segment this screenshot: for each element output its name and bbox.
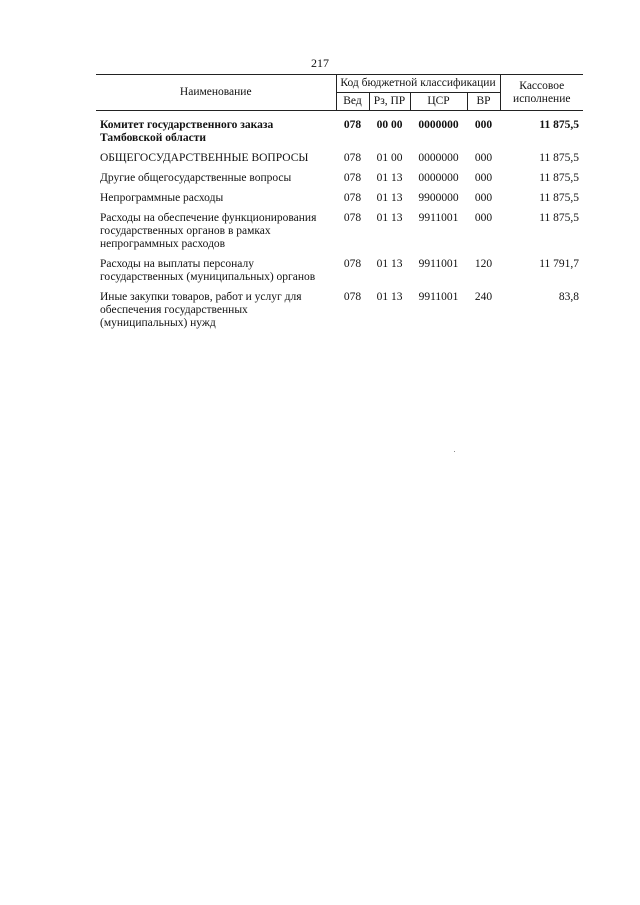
row-csr: 0000000 — [418, 172, 459, 184]
table-row — [96, 152, 583, 172]
row-name: ОБЩЕГОСУДАРСТВЕННЫЕ ВОПРОСЫ — [100, 152, 309, 164]
row-amount: 11 875,5 — [539, 212, 580, 224]
table-body — [96, 111, 583, 338]
row-amount: 11 875,5 — [539, 119, 580, 131]
row-amount: 11 875,5 — [539, 192, 580, 204]
row-name: Комитет государственного заказа Тамбовской области — [100, 119, 274, 144]
row-ved: 078 — [343, 119, 362, 131]
header-execution: Кассовое исполнение — [500, 75, 583, 111]
row-csr: 0000000 — [418, 119, 459, 131]
table-row — [96, 212, 583, 258]
row-csr: 9911001 — [418, 212, 459, 224]
row-ved: 078 — [343, 212, 362, 224]
row-vr: 120 — [474, 258, 493, 270]
table-row — [96, 258, 583, 291]
row-amount: 11 791,7 — [539, 258, 580, 270]
row-rzpr: 01 13 — [376, 172, 403, 184]
row-ved: 078 — [343, 258, 362, 270]
header-csr: ЦСР — [410, 93, 467, 111]
budget-table — [96, 74, 583, 337]
row-amount: 83,8 — [558, 291, 580, 303]
row-amount: 11 875,5 — [539, 152, 580, 164]
row-csr: 9911001 — [418, 291, 459, 303]
row-vr: 000 — [474, 172, 493, 184]
row-rzpr: 01 13 — [376, 291, 403, 303]
header-rzpr: Рз, ПР — [369, 93, 410, 111]
row-csr: 9900000 — [418, 192, 459, 204]
row-amount: 11 875,5 — [539, 172, 580, 184]
row-ved: 078 — [343, 291, 362, 303]
row-ved: 078 — [343, 152, 362, 164]
row-vr: 000 — [474, 119, 493, 131]
row-ved: 078 — [343, 192, 362, 204]
row-rzpr: 01 13 — [376, 192, 403, 204]
row-name: Иные закупки товаров, работ и услуг для обеспечения государственных (муниципальных) нужд — [100, 291, 302, 329]
row-rzpr: 01 00 — [376, 152, 403, 164]
row-name: Расходы на обеспечение функционирования государственных органов в рамках непрограммных расходов — [100, 212, 317, 250]
table-row — [96, 111, 583, 153]
row-name: Непрограммные расходы — [100, 192, 224, 204]
header-vr: ВР — [467, 93, 500, 111]
row-rzpr: 01 13 — [376, 258, 403, 270]
row-rzpr: 00 00 — [376, 119, 403, 131]
row-rzpr: 01 13 — [376, 212, 403, 224]
row-ved: 078 — [343, 172, 362, 184]
row-csr: 0000000 — [418, 152, 459, 164]
row-vr: 240 — [474, 291, 493, 303]
page-number: 217 — [311, 56, 329, 70]
row-csr: 9911001 — [418, 258, 459, 270]
table-row — [96, 172, 583, 192]
table-header — [96, 75, 583, 111]
table-row — [96, 192, 583, 212]
table-row — [96, 291, 583, 337]
row-vr: 000 — [474, 152, 493, 164]
row-vr: 000 — [474, 192, 493, 204]
row-vr: 000 — [474, 212, 493, 224]
header-code-group: Код бюджетной классификации — [336, 75, 500, 93]
scan-speck — [454, 451, 455, 452]
row-name: Расходы на выплаты персоналу государственных (муниципальных) органов — [100, 258, 316, 283]
header-name: Наименование — [96, 75, 336, 111]
header-ved: Вед — [336, 93, 369, 111]
row-name: Другие общегосударственные вопросы — [100, 172, 292, 184]
